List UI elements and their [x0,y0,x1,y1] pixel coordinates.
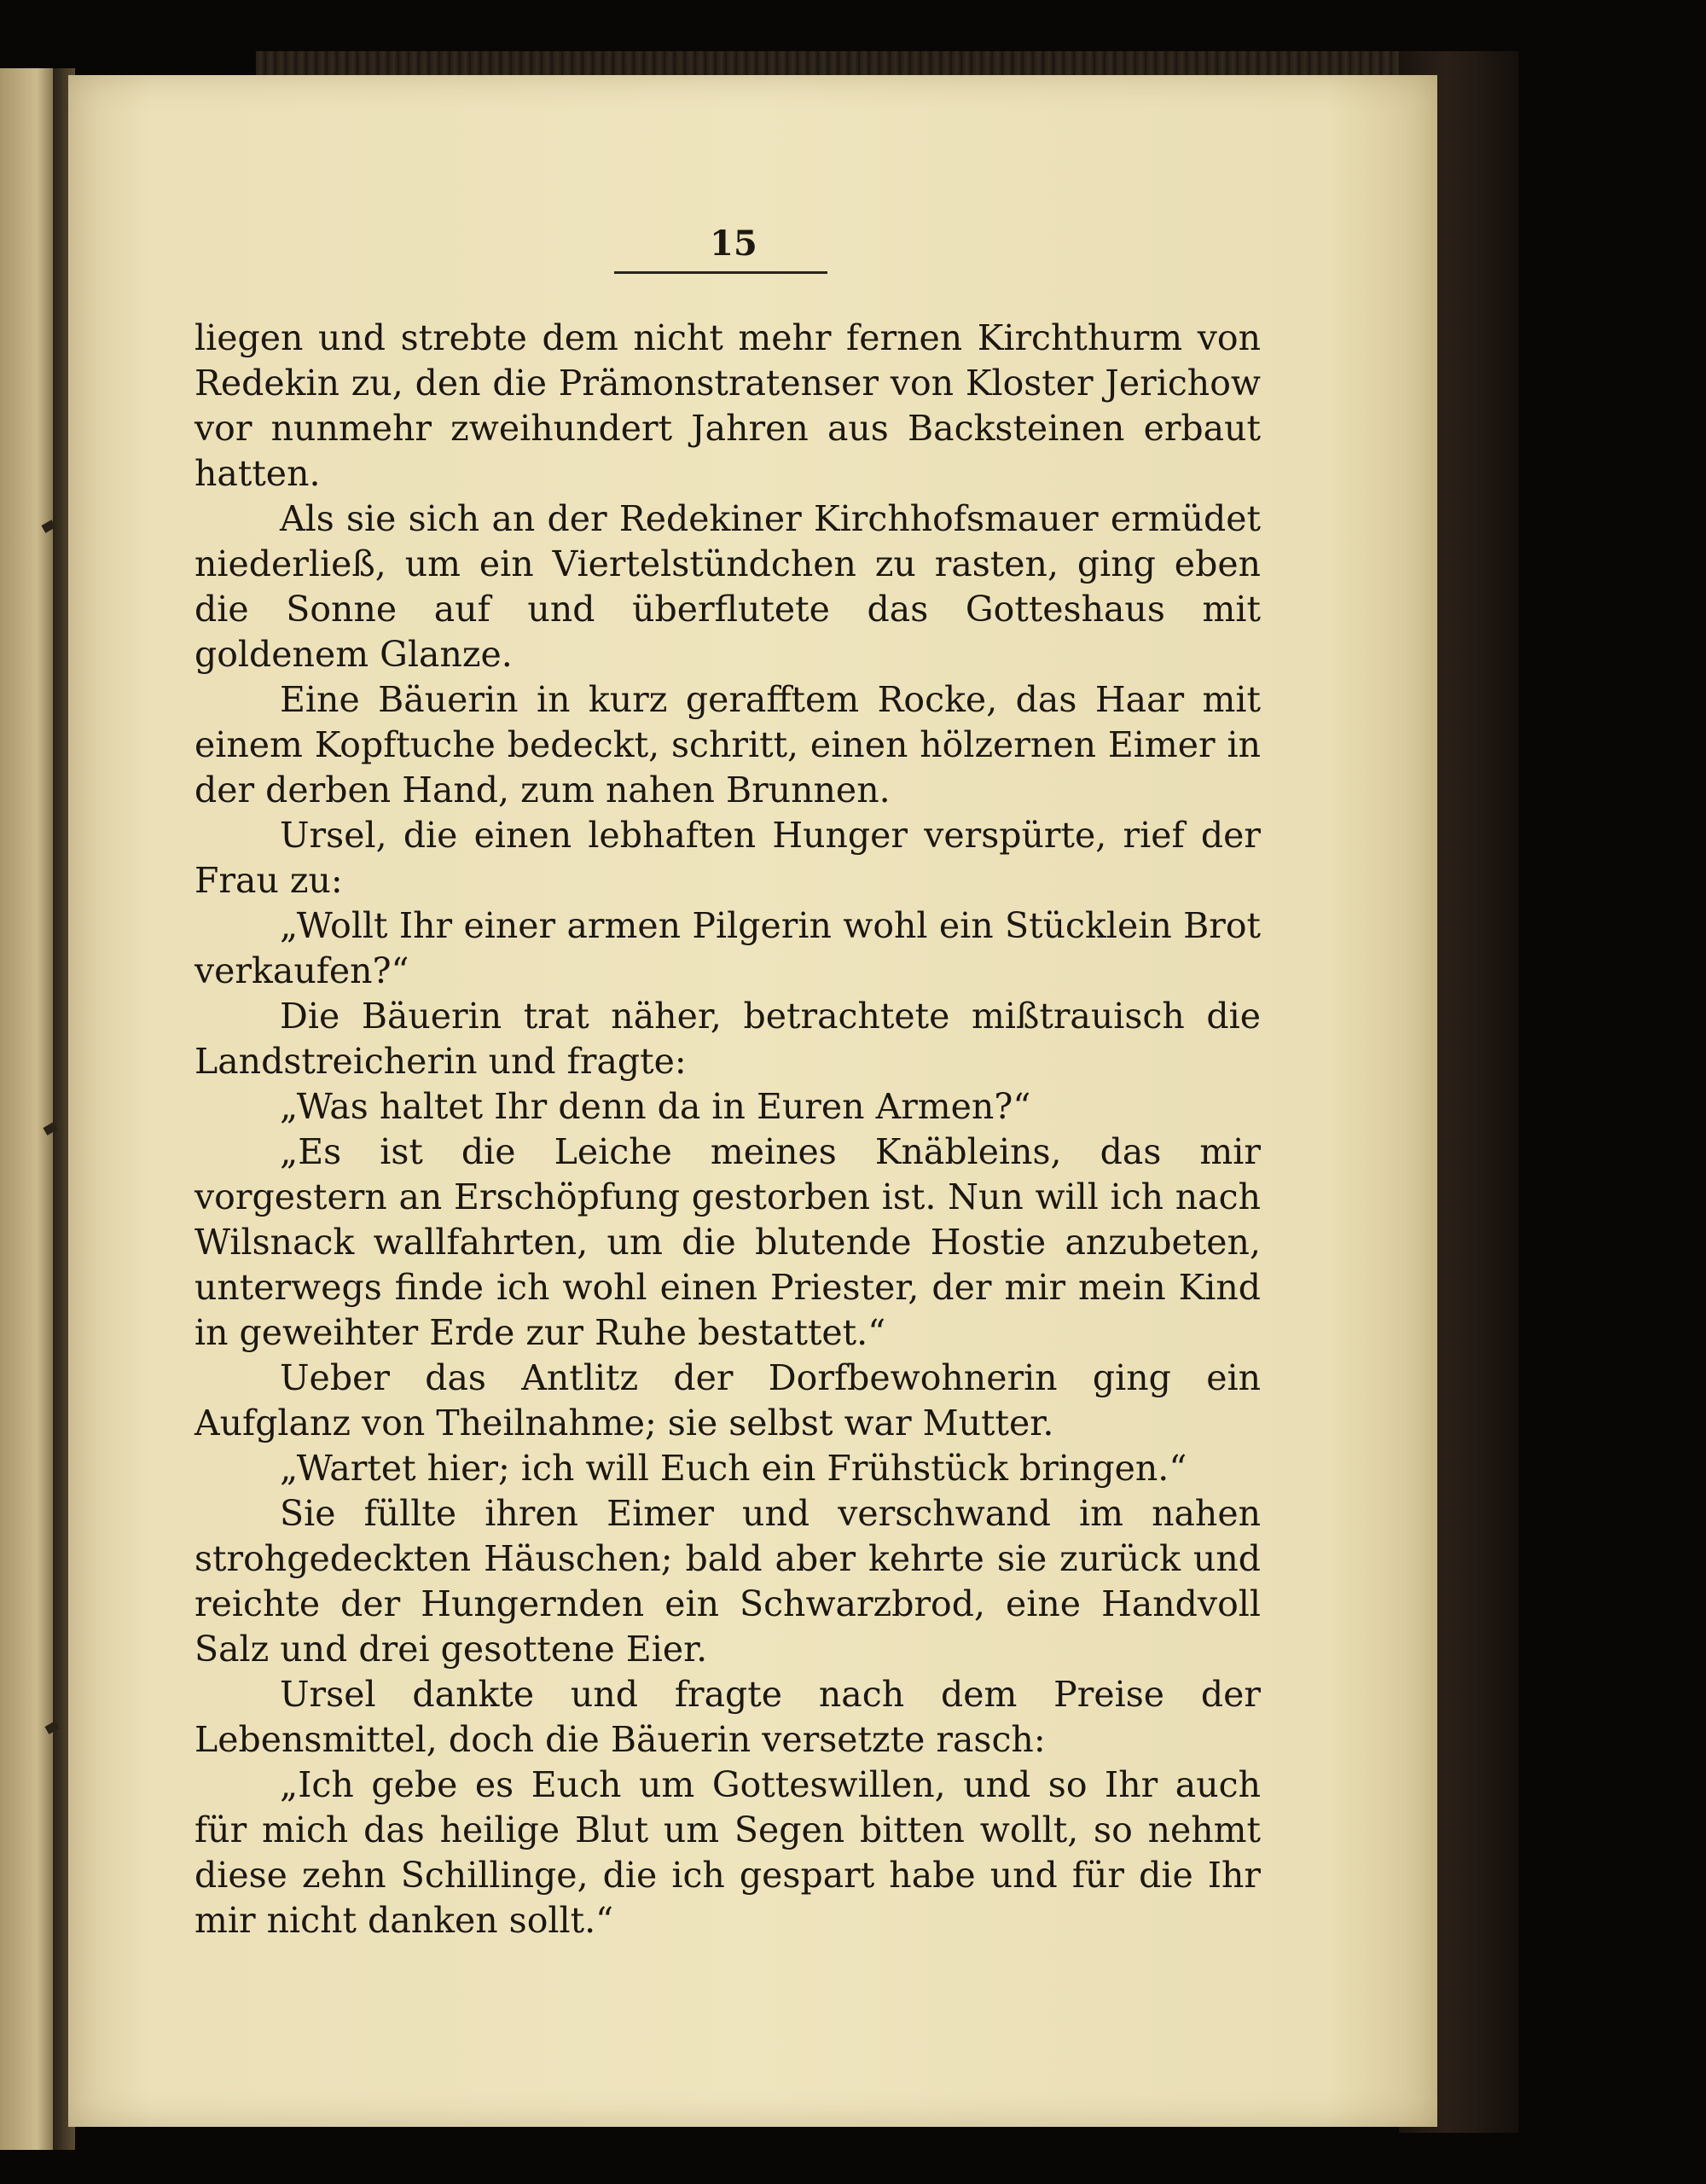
paragraph: „Wollt Ihr einer armen Pilgerin wohl ein Stücklein Brot verkaufen?“ [194,905,1261,991]
paragraph: „Was haltet Ihr denn da in Euren Armen?“ [280,1086,1031,1127]
left-page-edge [0,68,53,2150]
paragraph: liegen und strebte dem nicht mehr fernen Kirchthurm von Redekin zu, den die Prämonstratenser von Kloster Jerichow vor nunmehr zweihundert Jahren aus Backsteinen erbaut hatten. [194,317,1261,494]
paragraph: „Ich gebe es Euch um Gotteswillen, und so Ihr auch für mich das heilige Blut um Segen bitten wollt, so nehmt diese zehn Schillinge, die ich gespart habe und für die Ihr mir nicht danken sollt.“ [194,1764,1261,1941]
paragraph: Die Bäuerin trat näher, betrachtete mißtrauisch die Landstreicherin und fragte: [194,996,1261,1082]
paragraph: „Wartet hier; ich will Euch ein Frühstück bringen.“ [280,1448,1187,1489]
body-text [194,316,1261,1943]
paragraph: Eine Bäuerin in kurz gerafftem Rocke, das Haar mit einem Kopftuche bedeckt, schritt, einen hölzernen Eimer in der derben Hand, zum nahen Brunnen. [194,679,1261,810]
page-number: 15 [710,224,757,264]
paragraph: Als sie sich an der Redekiner Kirchhofsmauer ermüdet niederließ, um ein Viertelstündchen zu rasten, ging eben die Sonne auf und überflutete das Gotteshaus mit goldenem Glanze. [194,498,1261,675]
paragraph: Sie füllte ihren Eimer und verschwand im nahen strohgedeckten Häuschen; bald aber kehrte sie zurück und reichte der Hungernden ein Schwarzbrod, eine Handvoll Salz und drei gesottene Eier. [194,1493,1261,1670]
paragraph: Ursel dankte und fragte nach dem Preise der Lebensmittel, doch die Bäuerin versetzte rasch: [194,1674,1261,1760]
paragraph: „Es ist die Leiche meines Knäbleins, das mir vorgestern an Erschöpfung gestorben ist. Nun will ich nach Wilsnack wallfahrten, um die blutende Hostie anzubeten, unterwegs finde ich wohl einen Priester, der mir mein Kind in geweihter Erde zur Ruhe bestattet.“ [194,1131,1261,1353]
paragraph: Ueber das Antlitz der Dorfbewohnerin ging ein Aufglanz von Theilnahme; sie selbst war Mutter. [194,1357,1261,1443]
paragraph: Ursel, die einen lebhaften Hunger verspürte, rief der Frau zu: [194,815,1261,901]
page-number-rule [614,271,827,274]
